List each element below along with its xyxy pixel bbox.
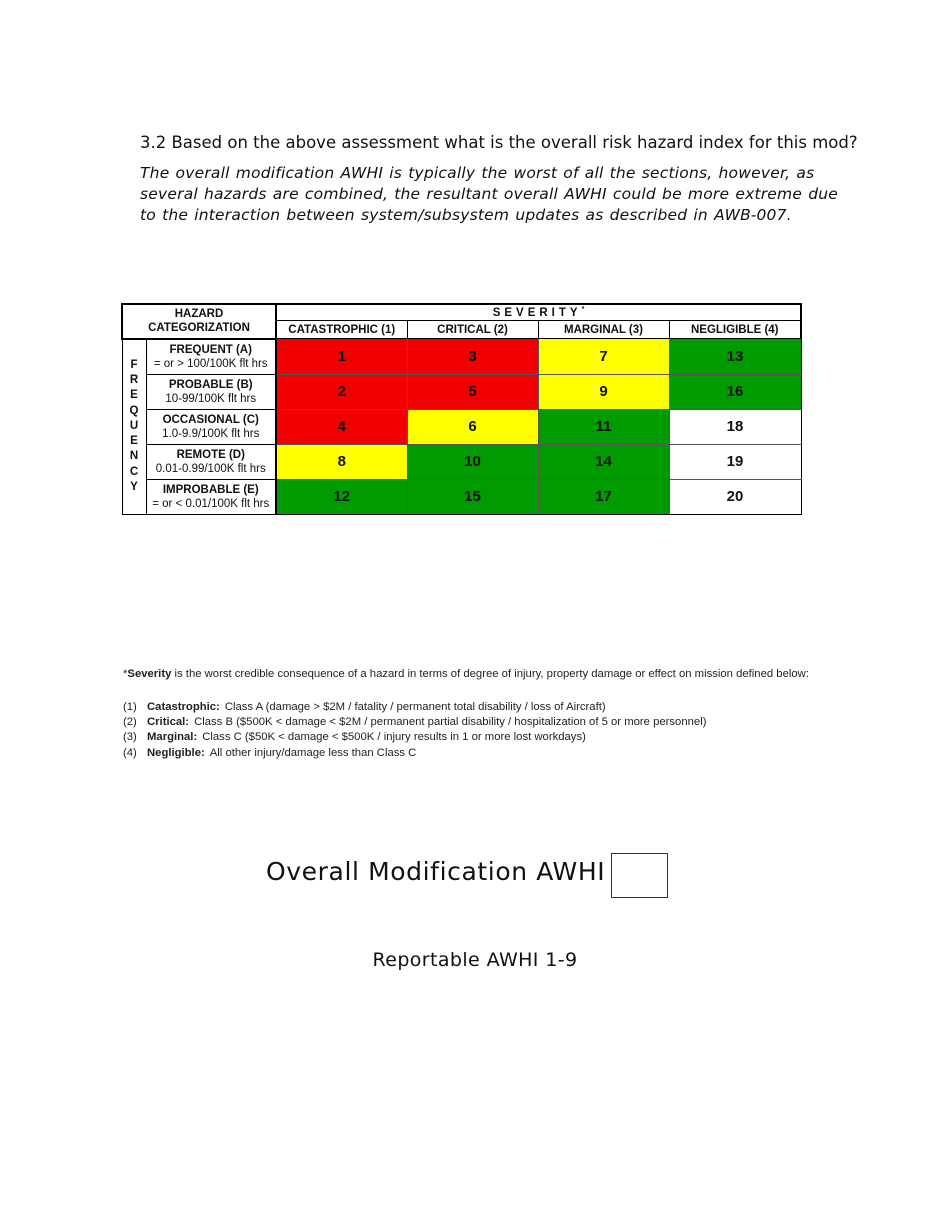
risk-index-cell: 16: [669, 374, 801, 409]
risk-index-cell: 8: [276, 444, 407, 479]
matrix-row: [122, 339, 801, 375]
hazard-header-line1: HAZARD: [174, 308, 224, 321]
severity-definition: [123, 730, 843, 745]
definition-number: (2): [123, 716, 137, 729]
frequency-letter: E: [130, 389, 138, 402]
footnote-text: is the worst credible consequence of a hazard in terms of degree of injury, property damage or effect on mission defined below:: [171, 668, 809, 680]
risk-index-cell: 13: [669, 339, 801, 375]
definition-term: Negligible:: [147, 746, 205, 759]
matrix-row: [122, 374, 801, 409]
frequency-row-header: [146, 444, 276, 479]
frequency-letter: U: [129, 419, 139, 432]
frequency-letter: R: [129, 374, 139, 387]
definition-text: Class A (damage > $2M / fatality / permanent total disability / loss of Aircraft): [224, 701, 606, 713]
risk-index-cell: 12: [276, 479, 407, 514]
severity-column-header: MARGINAL (3): [538, 321, 669, 339]
risk-index-cell: 10: [407, 444, 538, 479]
risk-index-cell: 4: [276, 409, 407, 444]
definition-text: Class B ($500K < damage < $2M / permanent partial disability / hospitalization of 5 or more personnel): [194, 716, 707, 729]
frequency-letter: Q: [129, 404, 139, 417]
risk-index-cell: 20: [669, 479, 801, 514]
frequency-letter: N: [129, 450, 139, 463]
definition-number: (3): [123, 731, 137, 744]
frequency-letter: E: [130, 435, 138, 448]
frequency-rate: 0.01-0.99/100K flt hrs: [155, 462, 266, 475]
severity-header: [276, 304, 801, 321]
severity-column-header: CATASTROPHIC (1): [276, 321, 407, 339]
frequency-row-header: [146, 479, 276, 514]
matrix-row: [122, 409, 801, 444]
overall-awhi-label: Overall Modification AWHI: [266, 857, 606, 886]
definition-number: (4): [123, 746, 137, 759]
severity-column-header: CRITICAL (2): [407, 321, 538, 339]
frequency-vertical-label: [122, 339, 146, 515]
severity-column-header: NEGLIGIBLE (4): [669, 321, 801, 339]
frequency-name: IMPROBABLE (E): [162, 483, 259, 496]
risk-index-cell: 15: [407, 479, 538, 514]
frequency-rate: = or > 100/100K flt hrs: [153, 357, 268, 370]
footnote-mark: *: [123, 668, 128, 680]
severity-footnote: [123, 668, 843, 680]
risk-index-cell: 14: [538, 444, 669, 479]
frequency-letter: Y: [130, 480, 138, 493]
severity-definition: [123, 746, 843, 761]
reportable-awhi-note: Reportable AWHI 1-9: [372, 949, 578, 971]
risk-index-cell: 19: [669, 444, 801, 479]
definition-number: (1): [123, 701, 137, 713]
severity-definitions: [123, 700, 843, 761]
frequency-name: PROBABLE (B): [168, 378, 253, 391]
frequency-rate: = or < 0.01/100K flt hrs: [152, 497, 270, 510]
risk-index-cell: 7: [538, 339, 669, 375]
frequency-name: OCCASIONAL (C): [162, 413, 259, 426]
frequency-name: REMOTE (D): [176, 448, 245, 461]
severity-definition: [123, 700, 843, 715]
footnote-term: Severity: [127, 668, 172, 680]
risk-index-cell: 1: [276, 339, 407, 375]
definition-term: Catastrophic:: [147, 701, 220, 713]
risk-index-cell: 3: [407, 339, 538, 375]
severity-title: SEVERITY: [492, 306, 582, 319]
frequency-letter: C: [129, 465, 139, 478]
frequency-name: FREQUENT (A): [169, 343, 252, 356]
overall-awhi-input-box[interactable]: [611, 853, 668, 898]
severity-footnote-mark: *: [581, 306, 585, 314]
risk-index-cell: 6: [407, 409, 538, 444]
question-text: 3.2 Based on the above assessment what is the overall risk hazard index for this mod?: [140, 133, 858, 152]
definition-term: Critical:: [147, 716, 190, 729]
risk-index-cell: 2: [276, 374, 407, 409]
hazard-header-line2: CATEGORIZATION: [148, 322, 250, 335]
answer-text: The overall modification AWHI is typically the worst of all the sections, however, as several hazards are combined, the resultant overall AWHI could be more extreme due to the interaction between system/subsystem updates as described in AWB-007.: [140, 164, 839, 224]
risk-index-cell: 11: [538, 409, 669, 444]
matrix-row: [122, 479, 801, 514]
risk-index-cell: 5: [407, 374, 538, 409]
frequency-row-header: [146, 339, 276, 375]
risk-index-cell: 18: [669, 409, 801, 444]
frequency-row-header: [146, 374, 276, 409]
definition-text: Class C ($50K < damage < $500K / injury results in 1 or more lost workdays): [202, 731, 586, 744]
risk-matrix-table: [121, 303, 802, 515]
risk-index-cell: 9: [538, 374, 669, 409]
frequency-rate: 10-99/100K flt hrs: [165, 392, 257, 405]
definition-term: Marginal:: [147, 731, 198, 744]
frequency-row-header: [146, 409, 276, 444]
definition-text: All other injury/damage less than Class C: [209, 746, 417, 759]
risk-index-cell: 17: [538, 479, 669, 514]
hazard-categorization-header: [122, 304, 276, 339]
severity-definition: [123, 715, 843, 730]
frequency-rate: 1.0-9.9/100K flt hrs: [162, 427, 260, 440]
matrix-row: [122, 444, 801, 479]
frequency-letter: F: [130, 359, 138, 372]
